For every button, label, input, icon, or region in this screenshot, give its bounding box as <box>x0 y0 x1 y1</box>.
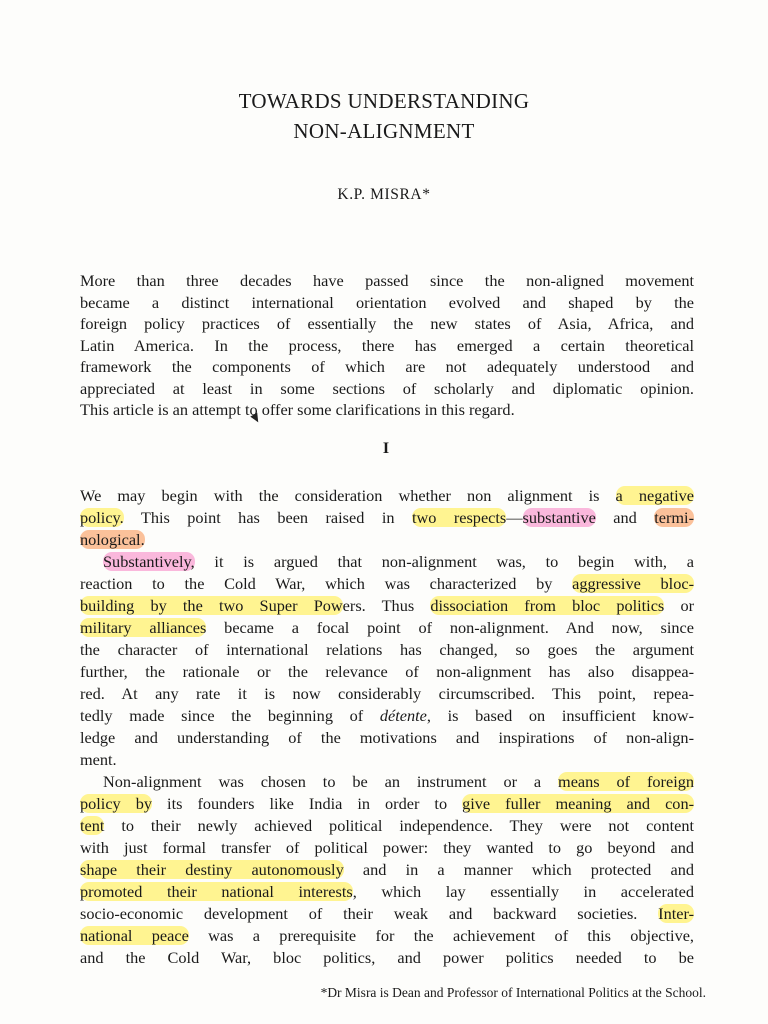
body-line <box>80 881 694 903</box>
body-line <box>80 705 694 727</box>
body-text: socio-economic development of their weak and backward societies. <box>80 904 659 923</box>
body-text: or <box>664 596 695 615</box>
author-name: K.P. MISRA* <box>337 186 431 203</box>
highlight-yellow: policy by <box>80 794 153 813</box>
body-line <box>80 507 694 529</box>
highlight-yellow: national peace <box>80 926 189 945</box>
body-line: further, the rationale or the relevance of non-alignment has also disappea- <box>80 662 694 681</box>
body-line <box>80 903 694 925</box>
body-line <box>103 551 694 573</box>
body-text: ers. Thus <box>342 596 431 615</box>
body-text: We may begin with the consideration whether non alignment is <box>80 486 616 505</box>
body-line <box>80 793 694 815</box>
highlight-yellow: means of foreign <box>558 772 695 791</box>
highlight-yellow: shape their destiny autonomously <box>80 860 344 879</box>
highlight-yellow: Inter- <box>658 904 694 923</box>
body-text: was a prerequisite for the achievement of this objective, <box>188 926 695 945</box>
body-line: ment. <box>80 750 117 769</box>
highlight-yellow: tent <box>80 816 105 835</box>
highlight-yellow: two respects <box>411 508 507 527</box>
body-text: it is argued that non-alignment was, to begin with, a <box>194 552 694 571</box>
body-line <box>80 485 694 507</box>
highlight-yellow: dissociation from bloc politics <box>430 596 665 615</box>
intro-line: This article is an attempt to offer some clarifications in this regard. <box>80 400 515 419</box>
body-text: , which lay essentially in accelerated <box>352 882 695 901</box>
body-text-italic: détente <box>379 706 427 725</box>
body-line: ledge and understanding of the motivations and inspirations of non-align- <box>80 728 694 747</box>
body-text: to their newly achieved political independence. They were not content <box>104 816 694 835</box>
body-text: , is based on insufficient know- <box>426 706 694 725</box>
body-text: became a focal point of non-alignment. And now, since <box>206 618 694 637</box>
body-line: with just formal transfer of political power: they wanted to go beyond and <box>80 838 694 857</box>
highlight-yellow: give fuller meaning and con- <box>462 794 695 813</box>
highlight-yellow: promoted their national interests <box>80 882 353 901</box>
intro-line: More than three decades have passed since the non-aligned movement <box>80 271 694 290</box>
body-line <box>80 859 694 881</box>
body-text: its founders like India in order to <box>152 794 463 813</box>
body-line <box>80 925 694 947</box>
body-line <box>80 617 694 639</box>
highlight-orange: nological. <box>80 530 145 549</box>
intro-line: Latin America. In the process, there has emerged a certain theoretical <box>80 335 694 355</box>
intro-line: framework the components of which are not adequately understood and <box>80 357 694 376</box>
highlight-yellow: policy. <box>80 508 124 527</box>
highlight-yellow: a negative <box>615 486 694 505</box>
footnote: *Dr Misra is Dean and Professor of International Politics at the School. <box>320 985 706 1000</box>
body-text: tedly made since the beginning of <box>80 706 380 725</box>
body-line: the character of international relations has changed, so goes the argument <box>80 640 694 659</box>
body-text: — <box>506 508 523 527</box>
highlight-pink: substantive <box>522 508 596 527</box>
article-title-line-1: TOWARDS UNDERSTANDING <box>238 89 530 113</box>
body-line <box>80 529 694 551</box>
body-line: red. At any rate it is now considerably circumscribed. This point, repea- <box>80 684 694 703</box>
highlight-pink: Substantively, <box>103 552 195 571</box>
body-text: Non-alignment was chosen to be an instrument or a <box>103 772 559 791</box>
body-text: and in a manner which protected and <box>343 860 695 879</box>
highlight-orange: termi- <box>654 508 694 527</box>
intro-line: foreign policy practices of essentially the new states of Asia, Africa, and <box>80 314 694 333</box>
highlight-yellow: military alliances <box>80 618 207 637</box>
intro-line: became a distinct international orientation evolved and shaped by the <box>80 292 694 312</box>
body-text: reaction to the Cold War, which was characterized by <box>80 574 573 593</box>
section-numeral: I <box>382 440 390 457</box>
intro-line: appreciated at least in some sections of scholarly and diplomatic opinion. <box>80 378 694 398</box>
body-line: and the Cold War, bloc politics, and power politics needed to be <box>80 948 694 967</box>
body-line <box>103 771 694 793</box>
body-line <box>80 595 694 617</box>
body-text: and <box>595 508 655 527</box>
article-title-line-2: NON-ALIGNMENT <box>293 119 475 143</box>
body-text: This point has been raised in <box>123 508 412 527</box>
highlight-yellow: aggressive bloc- <box>572 574 694 593</box>
highlight-yellow: building by the two Super Pow <box>80 596 343 615</box>
body-line <box>80 573 694 595</box>
body-line <box>80 815 694 837</box>
